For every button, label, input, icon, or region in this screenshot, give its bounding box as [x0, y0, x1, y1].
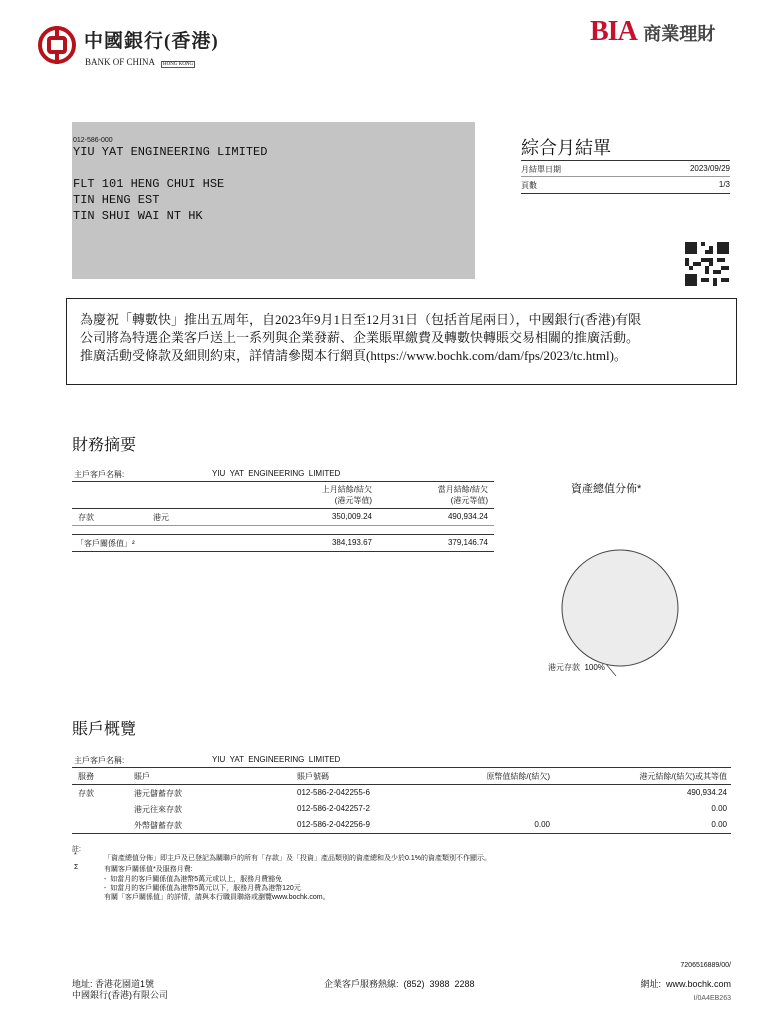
notes-bullet-1: - 如當月的客戶關係值為港幣5萬元或以上，服務月費豁免: [104, 876, 283, 883]
pie-slice-label: 港元存款 100%: [548, 663, 605, 672]
overview-heading: 賬戶概覽: [72, 721, 137, 738]
boc-emblem-icon: [38, 26, 76, 64]
notes-title: 註:: [72, 846, 81, 853]
summary-col-prev-1: 上月結餘/結欠: [321, 485, 372, 494]
summary-customer-name: YIU YAT ENGINEERING LIMITED: [212, 469, 341, 478]
footer-hotline: 企業客戶服務熱線: (852) 3988 2288: [324, 979, 475, 989]
overview-header-service: 服務: [78, 772, 94, 781]
notes-bullet-2: - 如當月的客戶關係值為港幣5萬元以下，服務月費為港幣120元: [104, 885, 301, 892]
address-line-1: FLT 101 HENG CHUI HSE: [73, 177, 225, 191]
footer-company: 中國銀行(香港)有限公司: [72, 990, 168, 1000]
overview-cell-hkd-balance: 490,934.24: [686, 788, 727, 797]
address-company: YIU YAT ENGINEERING LIMITED: [73, 145, 268, 159]
overview-cell-hkd-balance: 0.00: [711, 804, 727, 813]
overview-cell-hkd-balance: 0.00: [711, 820, 727, 829]
footer-website[interactable]: 網址: www.bochk.com: [640, 979, 731, 989]
overview-header-hkd-balance: 港元結餘/(結欠)或其等值: [639, 772, 727, 781]
overview-cell-orig-balance: 0.00: [534, 820, 550, 829]
boc-logo-english-sub: HONG KONG: [163, 62, 194, 67]
overview-cell-account: 港元儲蓄存款: [134, 789, 182, 798]
pie-chart-title: 資產總值分佈*: [571, 483, 642, 495]
bia-mark: BIA: [590, 16, 637, 47]
footer-address: 地址: 香港花園道1號: [72, 979, 155, 989]
summary-customer-label: 主戶客戶名稱:: [74, 470, 125, 479]
pie-slice: [562, 550, 678, 666]
overview-header-account: 賬戶: [134, 772, 150, 781]
boc-logo-chinese: 中國銀行(香港): [84, 31, 219, 52]
overview-cell-account-no: 012-586-2-042255-6: [297, 788, 370, 797]
statement-page-label: 頁數: [521, 181, 537, 190]
summary-heading: 財務摘要: [72, 437, 137, 454]
summary-col-curr-2: (港元等值): [450, 496, 488, 505]
overview-cell-account-no: 012-586-2-042256-9: [297, 820, 370, 829]
overview-cell-service: 存款: [78, 789, 94, 798]
bia-logo: [590, 16, 715, 48]
footer-ref: I/0A4EB263: [693, 995, 731, 1002]
summary-row-deposit-curr: 490,934.24: [447, 512, 488, 521]
notes-sigma-text: 有關客戶關係值*及服務月費:: [104, 866, 193, 873]
promo-notice-line-1: 為慶祝「轉數快」推出五周年，自2023年9月1日至12月31日（包括首尾兩日），中國銀行(香港)有限: [80, 312, 642, 327]
bia-text: 商業理財: [643, 24, 716, 44]
address-box: [72, 122, 475, 279]
boc-logo-english: BANK OF CHINA: [85, 57, 156, 67]
summary-row-relationship-curr: 379,146.74: [447, 538, 488, 547]
statement-date-label: 月結單日期: [521, 165, 561, 174]
qr-code-icon: [685, 242, 729, 286]
summary-row-deposit-prev: 350,009.24: [331, 512, 372, 521]
summary-row-deposit-ccy: 港元: [153, 513, 169, 522]
address-line-2: TIN HENG EST: [73, 193, 160, 207]
statement-date-value: 2023/09/29: [689, 164, 730, 173]
promo-notice-line-3[interactable]: 推廣活動受條款及細則約束，詳情請參閱本行網頁(https://www.bochk.com/dam/fps/2023/tc.html)。: [80, 348, 627, 363]
statement-title: 綜合月結單: [521, 138, 611, 158]
overview-header-orig-balance: 原幣值結餘/(結欠): [486, 772, 550, 781]
statement-page-value: 1/3: [718, 180, 730, 189]
overview-customer-name: YIU YAT ENGINEERING LIMITED: [212, 755, 341, 764]
summary-row-deposit-label: 存款: [78, 513, 94, 522]
boc-logo: [38, 24, 238, 66]
notes-star-text: 「資產總值分佈」即主戶及已登記為關聯戶的所有「存款」及「投資」產品類別的資產總和及少於0.1%的資產類別不作顯示。: [104, 855, 491, 862]
overview-cell-account: 外幣儲蓄存款: [134, 821, 182, 830]
notes-sigma: Σ: [74, 864, 79, 871]
overview-cell-account-no: 012-586-2-042257-2: [297, 804, 370, 813]
summary-row-relationship-label: 「客戶關係值」²: [76, 539, 135, 548]
overview-cell-account: 港元往來存款: [134, 805, 182, 814]
promo-notice-box: [66, 298, 737, 385]
address-small-code: 012-586-000: [73, 137, 113, 144]
summary-row-relationship-prev: 384,193.67: [331, 538, 372, 547]
footer-doc-code: 7206516889/00/: [680, 962, 731, 969]
overview-customer-label: 主戶客戶名稱:: [74, 756, 125, 765]
summary-col-curr-1: 當月結餘/結欠: [437, 485, 488, 494]
summary-col-prev-2: (港元等值): [334, 496, 372, 505]
notes-bullet-3: 有關「客戶關係值」的詳情，請與本行職員聯絡或瀏覽www.bochk.com。: [104, 894, 330, 901]
address-line-3: TIN SHUI WAI NT HK: [73, 209, 203, 223]
notes-star: *: [74, 852, 77, 859]
overview-header-account-no: 賬戶號碼: [297, 772, 329, 781]
promo-notice-line-2: 公司將為特選企業客戶送上一系列與企業發薪、企業賬單繳費及轉數快轉賬交易相關的推廣活動。: [80, 330, 640, 345]
